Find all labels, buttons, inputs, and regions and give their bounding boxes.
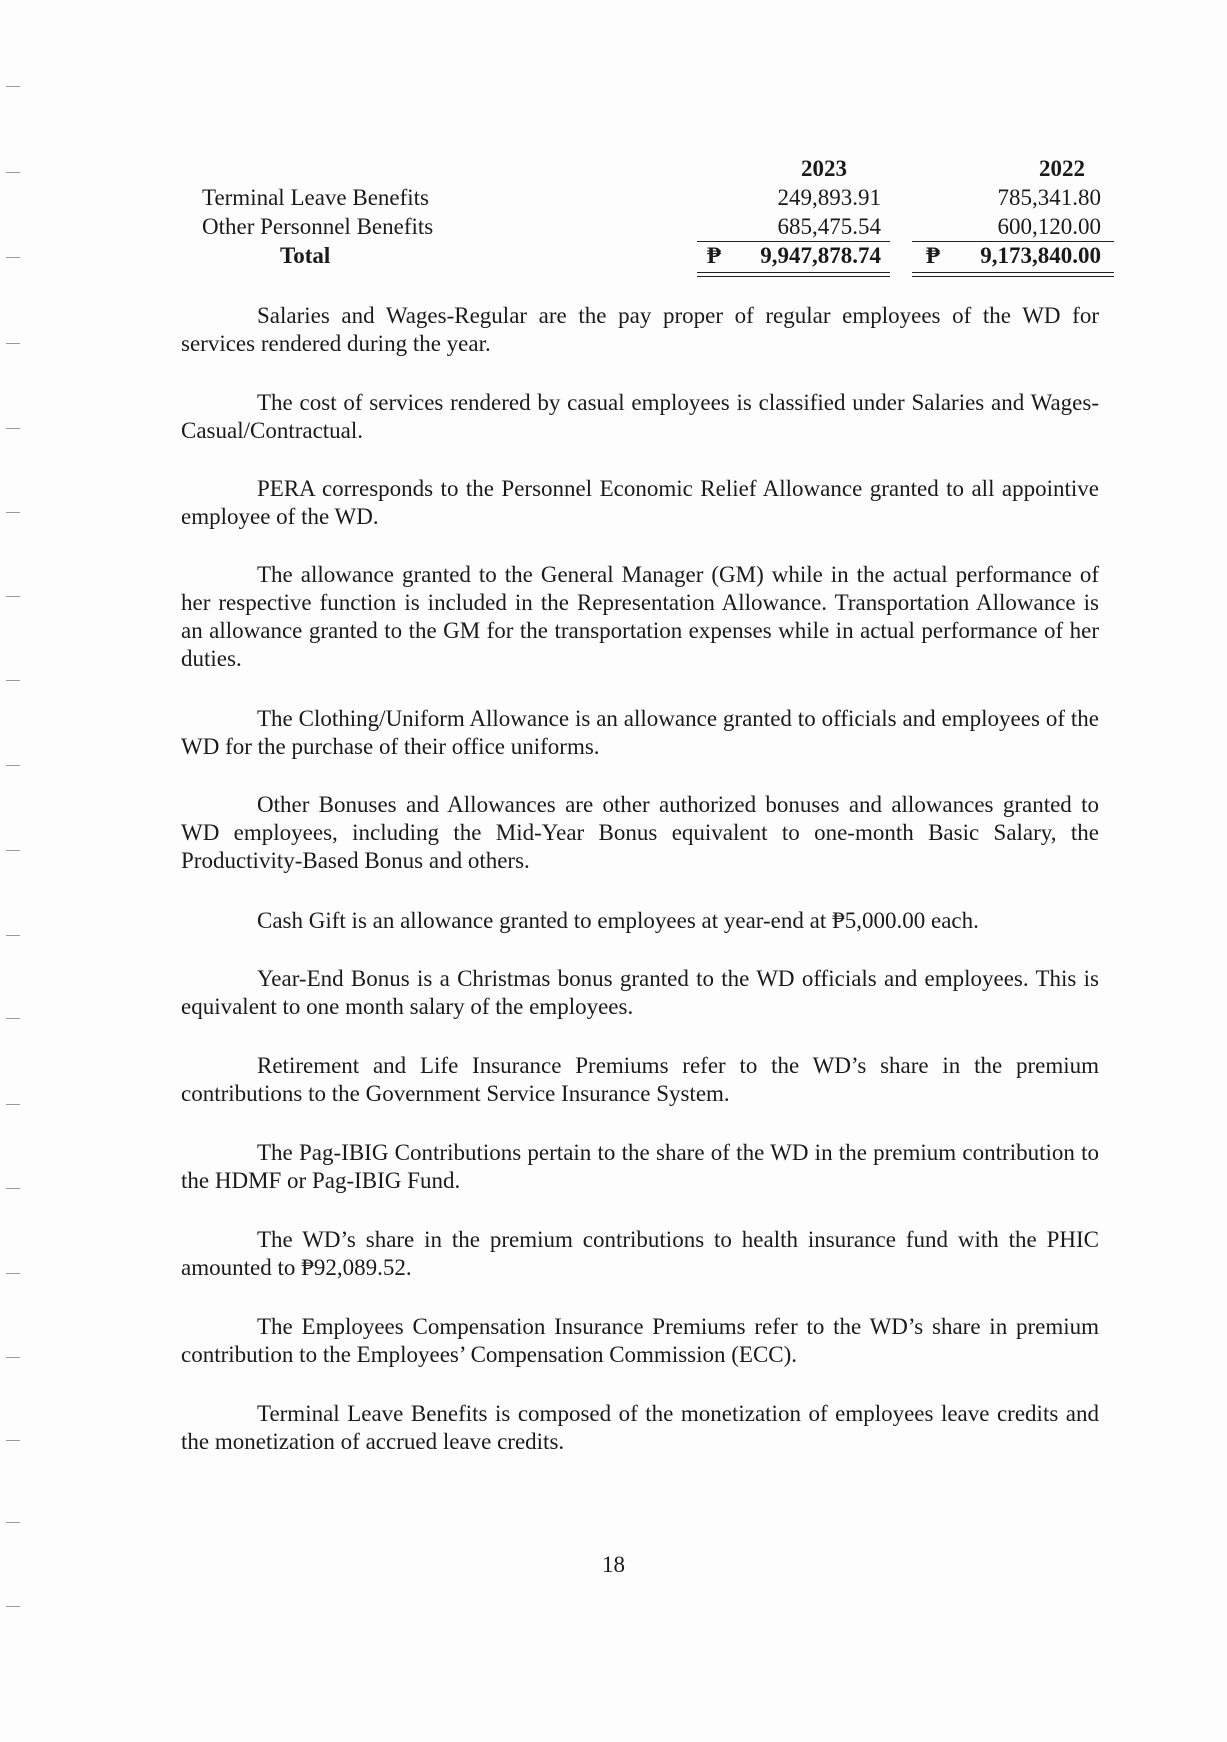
binding-mark: [6, 1522, 20, 1523]
table-total-row: [200, 241, 1115, 270]
note-paragraph: Retirement and Life Insurance Premiums refer to the WD’s share in the premium contributions to the Government Service Insurance System.: [181, 1053, 1099, 1106]
note-paragraph: The allowance granted to the General Manager (GM) while in the actual performance of her respective function is included in the Representation Allowance. Transportation Allowance is an allowance granted to the GM for the transportation expenses while in actual performance of her duties.: [181, 562, 1099, 671]
currency-symbol: ₱: [926, 243, 941, 268]
binding-mark: [6, 343, 20, 344]
binding-mark: [6, 428, 20, 429]
total-double-rule-2023: [697, 272, 890, 277]
binding-mark: [6, 1440, 20, 1441]
binding-mark: [6, 1104, 20, 1105]
table-row: [200, 212, 1115, 241]
binding-mark: [6, 1018, 20, 1019]
page-number: 18: [602, 1552, 625, 1577]
note-paragraph: The cost of services rendered by casual employees is classified under Salaries and Wages-Casual/Contractual.: [181, 390, 1099, 443]
binding-mark: [6, 765, 20, 766]
value-2022: 785,341.80: [997, 185, 1101, 210]
binding-mark: [6, 680, 20, 681]
binding-mark: [6, 850, 20, 851]
table-header-row: [200, 154, 1115, 183]
value-2023: 249,893.91: [777, 185, 881, 210]
value-2023: 685,475.54: [777, 214, 881, 239]
total-label: Total: [280, 243, 331, 268]
binding-mark: [6, 1357, 20, 1358]
total-2023: 9,947,878.74: [760, 243, 881, 268]
note-paragraph: The WD’s share in the premium contributions to health insurance fund with the PHIC amounted to ₱92,089.52.: [181, 1227, 1099, 1280]
value-2022: 600,120.00: [997, 214, 1101, 239]
note-paragraph: Cash Gift is an allowance granted to employees at year-end at ₱5,000.00 each.: [257, 908, 979, 933]
binding-mark: [6, 596, 20, 597]
note-paragraph: The Clothing/Uniform Allowance is an allowance granted to officials and employees of the WD for the purchase of their office uniforms.: [181, 706, 1099, 759]
note-paragraph: Other Bonuses and Allowances are other authorized bonuses and allowances granted to WD employees, including the Mid-Year Bonus equivalent to one-month Basic Salary, the Productivity-Based Bonus and others.: [181, 792, 1099, 873]
note-paragraph: Year-End Bonus is a Christmas bonus granted to the WD officials and employees. This is equivalent to one month salary of the employees.: [181, 966, 1099, 1019]
binding-mark: [6, 1188, 20, 1189]
binding-mark: [6, 1273, 20, 1274]
binding-mark: [6, 86, 20, 87]
row-label: Terminal Leave Benefits: [202, 185, 430, 210]
binding-marks: [6, 0, 26, 1742]
table-row: [200, 183, 1115, 212]
binding-mark: [6, 512, 20, 513]
note-paragraph: Salaries and Wages-Regular are the pay proper of regular employees of the WD for services rendered during the year.: [181, 303, 1099, 356]
binding-mark: [6, 257, 20, 258]
binding-mark: [6, 1606, 20, 1607]
currency-symbol: ₱: [707, 243, 722, 268]
column-header-2022: 2022: [1039, 156, 1085, 181]
note-paragraph: The Employees Compensation Insurance Premiums refer to the WD’s share in premium contribution to the Employees’ Compensation Commission (ECC).: [181, 1314, 1099, 1367]
note-paragraph: The Pag-IBIG Contributions pertain to the share of the WD in the premium contribution to the HDMF or Pag-IBIG Fund.: [181, 1140, 1099, 1193]
note-paragraph: Terminal Leave Benefits is composed of the monetization of employees leave credits and the monetization of accrued leave credits.: [181, 1401, 1099, 1454]
total-2022: 9,173,840.00: [980, 243, 1101, 268]
column-header-2023: 2023: [801, 156, 847, 181]
binding-mark: [6, 172, 20, 173]
row-label: Other Personnel Benefits: [202, 214, 434, 239]
binding-mark: [6, 935, 20, 936]
note-paragraph: PERA corresponds to the Personnel Economic Relief Allowance granted to all appointive employee of the WD.: [181, 476, 1099, 529]
total-double-rule-2022: [912, 272, 1114, 277]
personnel-benefits-table: [200, 154, 1115, 270]
